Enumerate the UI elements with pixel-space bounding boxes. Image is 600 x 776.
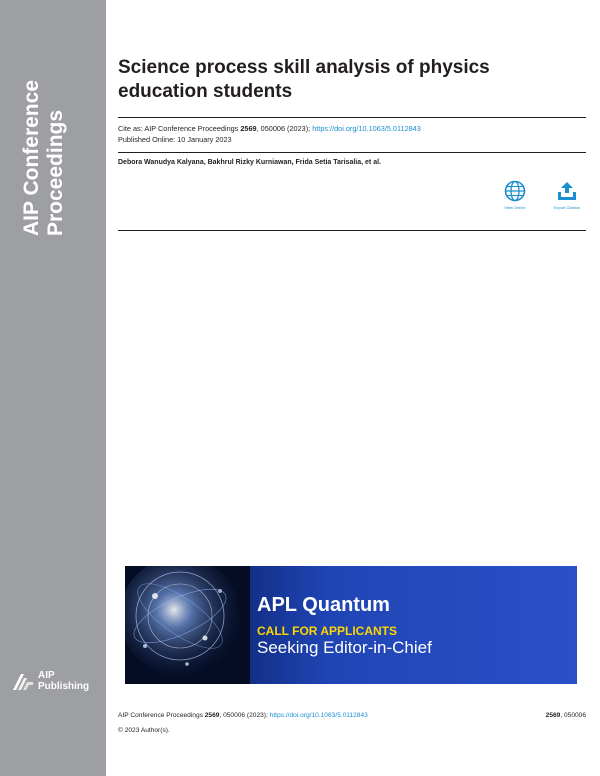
sidebar-band xyxy=(0,0,106,776)
aip-publishing-logo[interactable] xyxy=(12,670,104,696)
footer-right-volume: 2569 xyxy=(545,712,561,719)
footer-journal: AIP Conference Proceedings xyxy=(118,712,205,719)
footer-rest: , 050006 (2023); xyxy=(219,712,270,719)
footer-doi-link[interactable]: https://doi.org/10.1063/5.0112843 xyxy=(269,712,368,719)
view-online-button[interactable] xyxy=(495,180,535,210)
export-icon xyxy=(556,180,578,202)
footer-right-article: , 050006 xyxy=(560,712,586,719)
apl-quantum-ad-banner[interactable] xyxy=(125,566,577,684)
logo-text-aip: AIP xyxy=(38,670,55,681)
tools-divider xyxy=(118,230,586,231)
footer-citation xyxy=(118,711,368,720)
globe-icon xyxy=(504,180,526,202)
article-title: Science process skill analysis of physics education students xyxy=(118,57,490,102)
citation-line xyxy=(118,123,588,134)
cite-volume: 2569 xyxy=(240,124,257,133)
logo-text-publishing: Publishing xyxy=(38,681,90,692)
cite-rest: , 050006 (2023); xyxy=(256,124,313,133)
copyright-notice: © 2023 Author(s). xyxy=(118,727,170,734)
view-online-label: View Online xyxy=(504,205,526,210)
title-divider xyxy=(118,117,586,118)
banner-subline: Seeking Editor-in-Chief xyxy=(257,638,432,657)
footer-volume: 2569 xyxy=(204,712,220,719)
published-date: Published Online: 10 January 2023 xyxy=(118,135,232,144)
doi-link[interactable]: https://doi.org/10.1063/5.0112843 xyxy=(312,124,421,133)
citation-block xyxy=(118,123,588,145)
banner-call: CALL FOR APPLICANTS xyxy=(257,624,397,638)
quantum-art-image xyxy=(125,566,250,684)
author-list: Debora Wanudya Kalyana, Bakhrul Rizky Kurniawan, Frida Setia Tarisalia, et al. xyxy=(118,159,381,166)
banner-headline: APL Quantum xyxy=(257,594,390,616)
journal-name-line1: AIP Conference xyxy=(20,80,43,236)
cite-divider xyxy=(118,152,586,153)
aip-logo-icon xyxy=(12,672,34,692)
cite-prefix: Cite as: AIP Conference Proceedings xyxy=(118,124,241,133)
journal-name-line2: Proceedings xyxy=(44,109,67,236)
export-citation-button[interactable] xyxy=(547,180,587,210)
footer-page-id xyxy=(546,711,586,720)
export-citation-label: Export Citation xyxy=(553,205,581,210)
journal-name xyxy=(20,36,68,236)
